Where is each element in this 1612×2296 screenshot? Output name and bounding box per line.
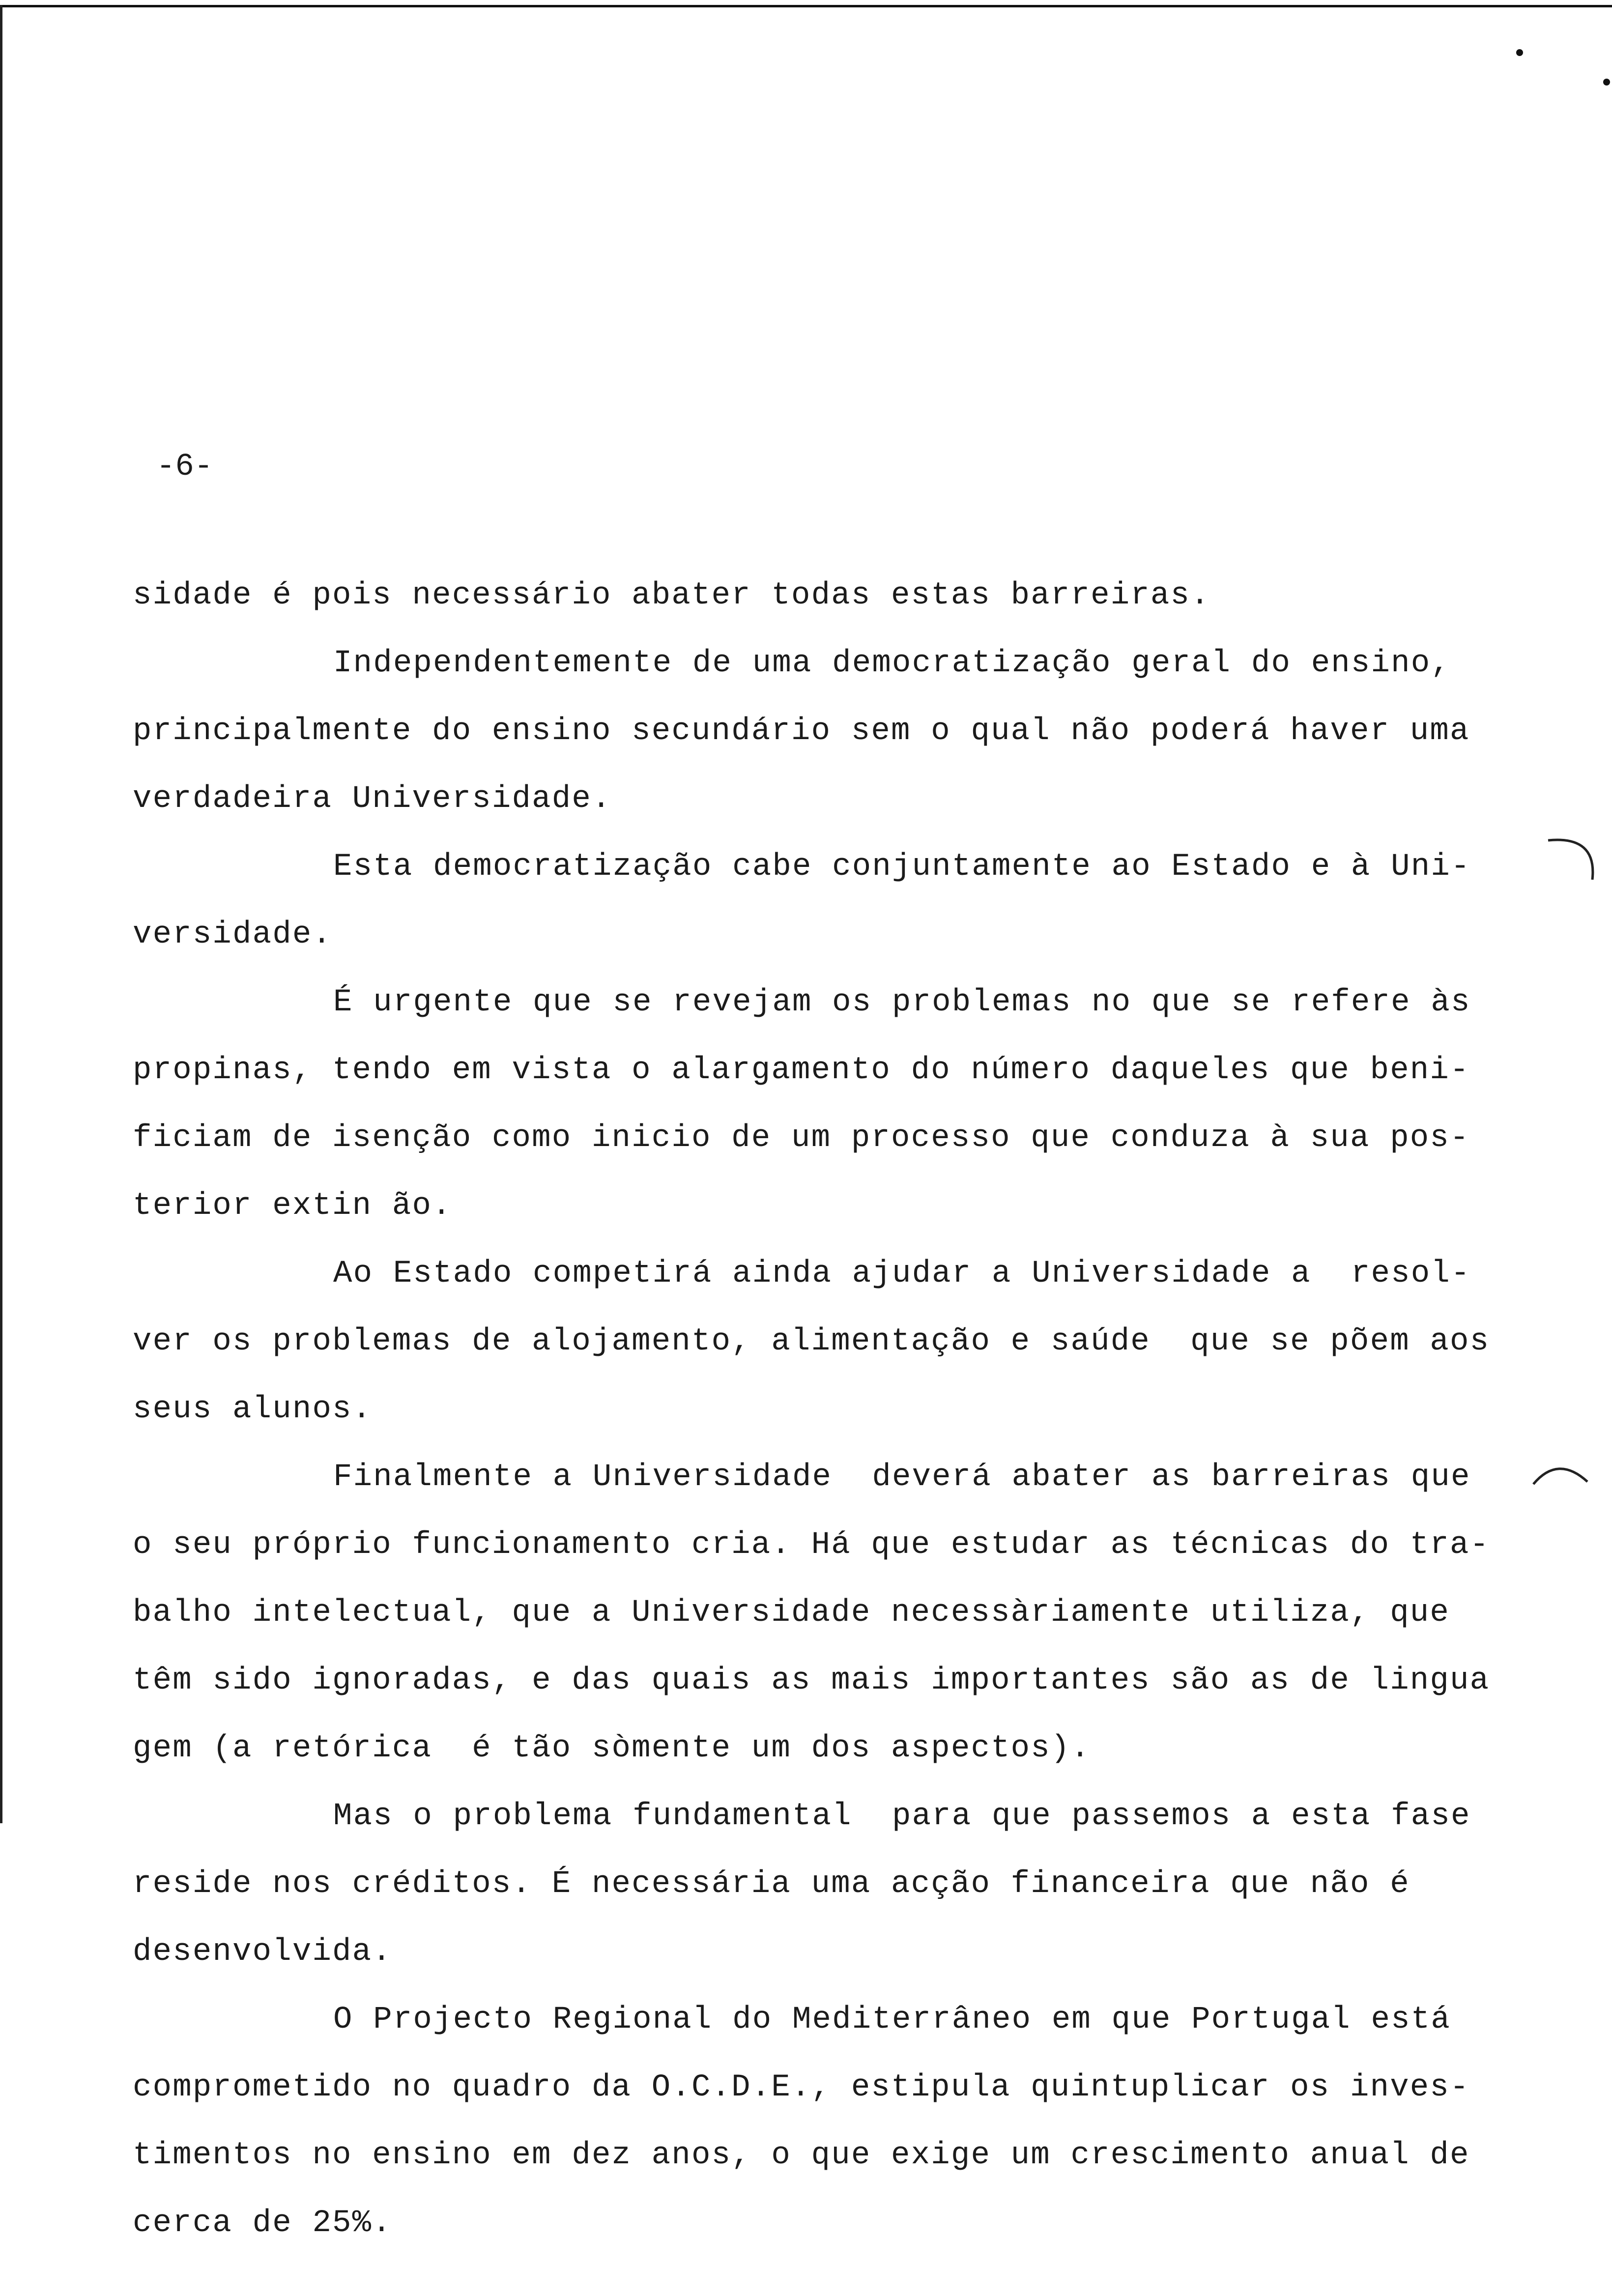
body-line: seus alunos.	[133, 1392, 373, 1427]
body-line: sidade é pois necessário abater todas estas barreiras.	[133, 578, 1210, 613]
page-top-edge	[0, 5, 1612, 7]
body-line: Finalmente a Universidade deverá abater as barreiras que	[333, 1460, 1471, 1495]
body-line: verdadeira Universidade.	[133, 781, 612, 817]
body-line: versidade.	[133, 917, 333, 952]
body-line: Ao Estado competirá ainda ajudar a Universidade a resol-	[333, 1256, 1471, 1292]
page-left-edge	[0, 5, 2, 1823]
body-line: É urgente que se revejam os problemas no que se refere às	[333, 985, 1471, 1020]
body-line: Independentemente de uma democratização geral do ensino,	[333, 646, 1451, 681]
body-line: terior extin ão.	[133, 1188, 452, 1224]
ink-dot	[1516, 49, 1523, 56]
body-line: gem (a retórica é tão sòmente um dos aspectos).	[133, 1731, 1091, 1766]
page-number: -6-	[156, 449, 213, 485]
body-line: têm sido ignoradas, e das quais as mais importantes são as de lingua	[133, 1663, 1490, 1698]
body-line: Mas o problema fundamental para que passemos a esta fase	[333, 1799, 1471, 1834]
body-line: timentos no ensino em dez anos, o que exige um crescimento anual de	[133, 2138, 1470, 2173]
body-line: reside nos créditos. É necessária uma acção financeira que não é	[133, 1866, 1410, 1902]
body-line: ver os problemas de alojamento, alimentação e saúde que se põem aos	[133, 1324, 1490, 1359]
body-line: comprometido no quadro da O.C.D.E., estipula quintuplicar os inves-	[133, 2070, 1470, 2105]
body-line: ficiam de isenção como inicio de um processo que conduza à sua pos-	[133, 1120, 1470, 1156]
body-line: o seu próprio funcionamento cria. Há que estudar as técnicas do tra-	[133, 1527, 1490, 1563]
body-line: Esta democratização cabe conjuntamente ao Estado e à Uni-	[333, 849, 1471, 885]
body-line: desenvolvida.	[133, 1934, 392, 1970]
body-line: cerca de 25%.	[133, 2206, 392, 2241]
bracket-mark	[1538, 831, 1607, 890]
body-line: O Projecto Regional do Mediterrâneo em que Portugal está	[333, 2002, 1451, 2038]
body-line: propinas, tendo em vista o alargamento do número daqueles que beni-	[133, 1053, 1470, 1088]
ink-dot	[1603, 79, 1610, 86]
body-line: principalmente do ensino secundário sem o qual não poderá haver uma	[133, 714, 1470, 749]
bracket-mark	[1528, 1455, 1602, 1499]
body-line: balho intelectual, que a Universidade necessàriamente utiliza, que	[133, 1595, 1450, 1631]
